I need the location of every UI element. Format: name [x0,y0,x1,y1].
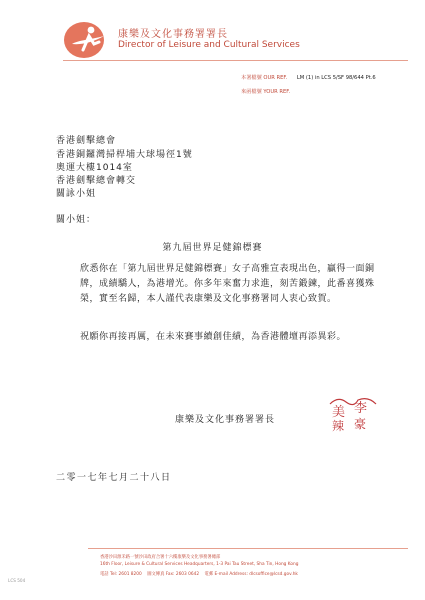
footer-phone: 電話 Tel: 2601 8200 [100,572,142,577]
recipient-line: 香港銅鑼灣掃桿埔大球場徑1號 [56,150,193,160]
signature-title: 康樂及文化事務署署長 [175,415,276,425]
body-paragraph: 欣悉你在「第九屆世界足健錦標賽」女子高雅宣表現出色，贏得一面銅牌，成績驕人，為港增光。你多年來奮力求進，刻苦鍛鍊，此番喜獲殊榮，實至名歸，本人謹代表康樂及文化事務署同人衷心致賀。 [80,264,375,304]
footer-divider [88,548,408,549]
ref-label: 來函檔號 YOUR REF. [241,89,291,95]
org-name-cn: 康樂及文化事務署署長 [118,29,228,40]
seal-char: 美 [332,405,346,420]
form-code: LCS 504 [8,578,26,583]
signature-seal [328,394,378,432]
ref-row-yours [241,88,298,95]
org-name-en: Director of Leisure and Cultural Services [118,40,300,50]
header-divider [63,60,408,61]
salutation: 關小姐： [56,215,97,225]
ref-label: 本署檔號 OUR REF. [241,75,288,81]
seal-char: 辣 [332,419,345,432]
lcsd-logo-icon [63,20,109,60]
ref-row-ours [241,74,376,81]
recipient-line: 香港劍擊總會轉交 [56,176,137,186]
seal-char: 李 [354,401,368,416]
letter-date: 二零一七年七月二十八日 [56,473,172,483]
recipient-line: 奧運大樓1014室 [56,163,133,173]
footer-fax: 圖文傳真 Fax: 2603 0642 [147,572,200,577]
recipient-line: 關詠小姐 [56,189,97,199]
footer-address-cn: 香港沙田源禾路一號沙田政府合署十六樓康樂及文化事務署總部 [100,555,221,560]
footer-email: 電郵 E-mail Address: dlcsoffice@lcsd.gov.hk [204,572,298,577]
footer-address-en: 16th Floor, Leisure & Cultural Services Headquarters, 1-3 Pai Tau Street, Sha Tin, Hong Kong [100,562,299,567]
ref-value: LM (1) in LCS 5/SF 98/644 Pt.6 [296,75,376,81]
letter-subject: 第九屆世界足健錦標賽 [162,243,263,253]
body-paragraph: 祝願你再接再厲，在未來賽事續創佳績，為香港體壇再添異彩。 [80,332,347,342]
footer-contact [100,571,298,577]
recipient-line: 香港劍擊總會 [56,136,117,146]
seal-char: 豪 [354,417,367,431]
